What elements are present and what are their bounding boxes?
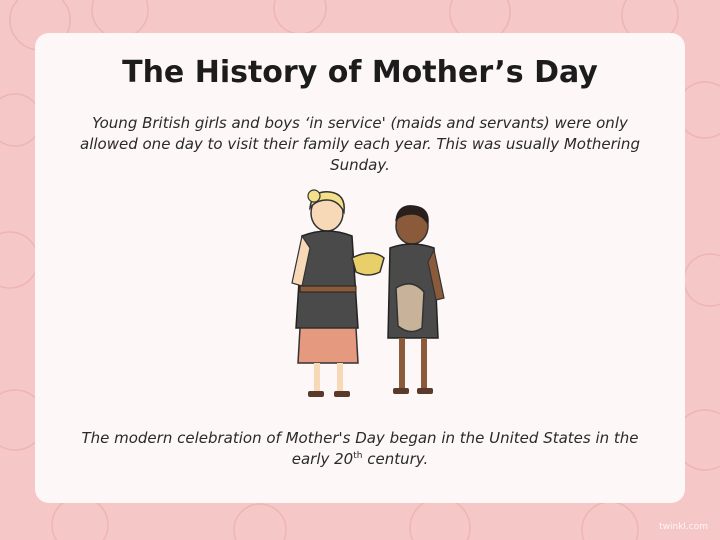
twinkl-watermark: twinkl.com [659,522,708,532]
paragraph-modern-celebration [65,428,655,470]
slide-title: The History of Mother’s Day [122,55,598,90]
paragraph2-superscript: th [353,451,363,461]
paragraph-service: Young British girls and boys ‘in service' (maids and servants) were only allowed one day to visit their family each year. This was usually Mothering Sunday. [80,114,640,174]
boy-figure [388,206,444,394]
girl-figure [292,190,384,397]
paragraph2-main: The modern celebration of Mother's Day began in the United States in the early 20 [81,429,639,468]
content-card [35,33,685,503]
servants-illustration-icon [272,188,452,403]
paragraph2-end: century. [362,450,429,468]
